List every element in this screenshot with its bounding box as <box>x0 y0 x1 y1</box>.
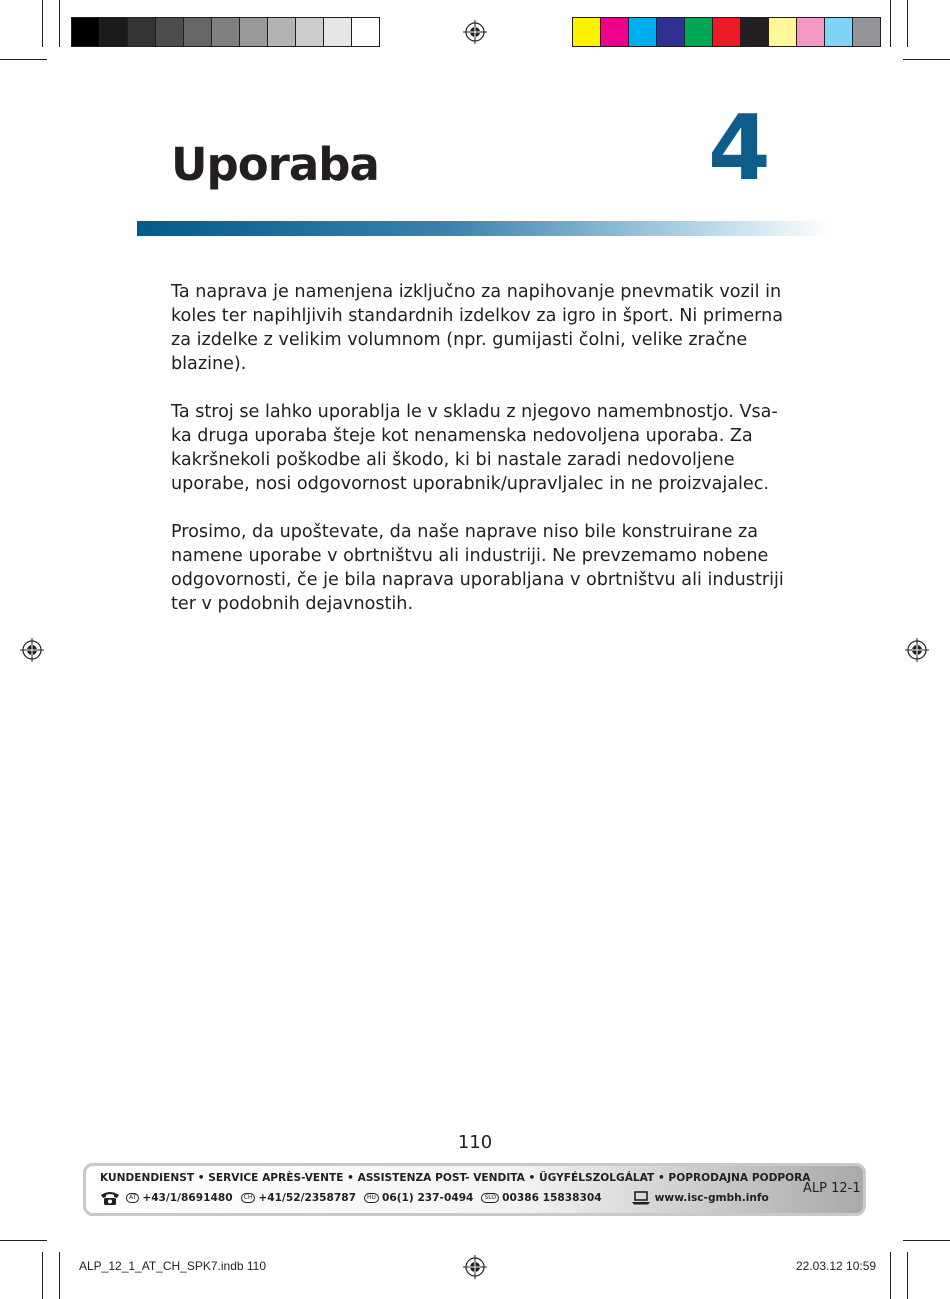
color-swatch <box>656 17 685 47</box>
color-swatch <box>127 17 156 47</box>
color-swatch <box>239 17 268 47</box>
color-swatch <box>295 17 324 47</box>
color-swatch <box>796 17 825 47</box>
grayscale-color-bar <box>71 17 379 47</box>
registration-mark-icon <box>463 20 487 44</box>
country-code-badge: CH <box>241 1193 256 1203</box>
service-contact-line <box>100 1189 769 1207</box>
color-swatch <box>824 17 853 47</box>
country-code-badge: HU <box>364 1193 379 1203</box>
crop-mark <box>0 59 47 60</box>
crop-mark <box>42 0 43 47</box>
crop-mark <box>903 1240 950 1241</box>
crop-mark <box>59 1252 60 1299</box>
page-number: 110 <box>457 1132 493 1153</box>
process-color-bar <box>572 17 880 47</box>
country-code-badge: SLO <box>481 1193 499 1203</box>
crop-mark <box>890 0 891 47</box>
color-swatch <box>323 17 352 47</box>
chapter-number: 4 <box>708 96 771 201</box>
color-swatch <box>684 17 713 47</box>
crop-mark <box>59 0 60 47</box>
color-swatch <box>71 17 100 47</box>
color-swatch <box>600 17 629 47</box>
phone-entry-ch <box>241 1192 356 1204</box>
phone-number: 06(1) 237-0494 <box>381 1192 474 1204</box>
color-swatch <box>211 17 240 47</box>
color-swatch <box>768 17 797 47</box>
file-slug: ALP_12_1_AT_CH_SPK7.indb 110 <box>79 1259 267 1273</box>
color-swatch <box>99 17 128 47</box>
paragraph: Ta stroj se lahko uporablja le v skladu z njegovo namembnostjo. Vsa-ka druga uporaba šteje kot nenamenska nedovoljena uporaba. Za kakršnekoli poškodbe ali škodo, ki bi nastale zaradi nedovoljene uporabe, nosi odgovornost uporabnik/upravljalec in ne proizvajalec. <box>171 402 778 494</box>
phone-entry-slo <box>481 1192 601 1204</box>
color-swatch <box>155 17 184 47</box>
heading-gradient-rule <box>137 221 832 236</box>
crop-mark <box>907 0 908 47</box>
phone-entry-hu <box>364 1192 473 1204</box>
color-swatch <box>852 17 881 47</box>
crop-mark <box>907 1252 908 1299</box>
paragraph: Ta naprava je namenjena izključno za napihovanje pnevmatik vozil in koles ter napihljivih standardnih izdelkov za igro in šport. Ni primerna za izdelke z velikim volumnom (npr. gumijasti čolni, velike zračne blazine). <box>171 282 784 374</box>
color-swatch <box>572 17 601 47</box>
registration-mark-icon <box>905 638 929 662</box>
crop-mark <box>0 1240 47 1241</box>
body-text <box>171 280 791 640</box>
phone-number: 00386 15838304 <box>502 1192 602 1204</box>
crop-mark <box>903 59 950 60</box>
country-code-badge: AT <box>126 1193 139 1203</box>
color-swatch <box>351 17 380 47</box>
color-swatch <box>712 17 741 47</box>
color-swatch <box>183 17 212 47</box>
model-code: ALP 12-1 <box>803 1181 861 1196</box>
phone-number: +41/52/2358787 <box>258 1192 357 1204</box>
phone-icon <box>100 1190 120 1206</box>
color-swatch <box>740 17 769 47</box>
laptop-icon <box>632 1191 650 1205</box>
crop-mark <box>42 1252 43 1299</box>
paragraph: Prosimo, da upoštevate, da naše naprave niso bile konstruirane za namene uporabe v obrtništvu ali industriji. Ne prevzemamo nobene odgovornosti, če je bila naprava uporabljana v obrtništvu ali industriji ter v podobnih dejavnostih. <box>171 522 784 614</box>
registration-mark-icon <box>20 638 44 662</box>
phone-entry-at <box>126 1192 233 1204</box>
color-swatch <box>267 17 296 47</box>
website-link[interactable]: www.isc-gmbh.info <box>654 1192 769 1204</box>
service-title: KUNDENDIENST • SERVICE APRÈS-VENTE • ASSISTENZA POST- VENDITA • ÜGYFÉLSZOLGÁLAT • POPRODAJNA PODPORA <box>100 1172 811 1184</box>
date-slug: 22.03.12 10:59 <box>796 1259 877 1273</box>
color-swatch <box>628 17 657 47</box>
page-title: Uporaba <box>171 138 379 191</box>
phone-number: +43/1/8691480 <box>142 1192 233 1204</box>
crop-mark <box>890 1252 891 1299</box>
registration-mark-icon <box>463 1255 487 1279</box>
